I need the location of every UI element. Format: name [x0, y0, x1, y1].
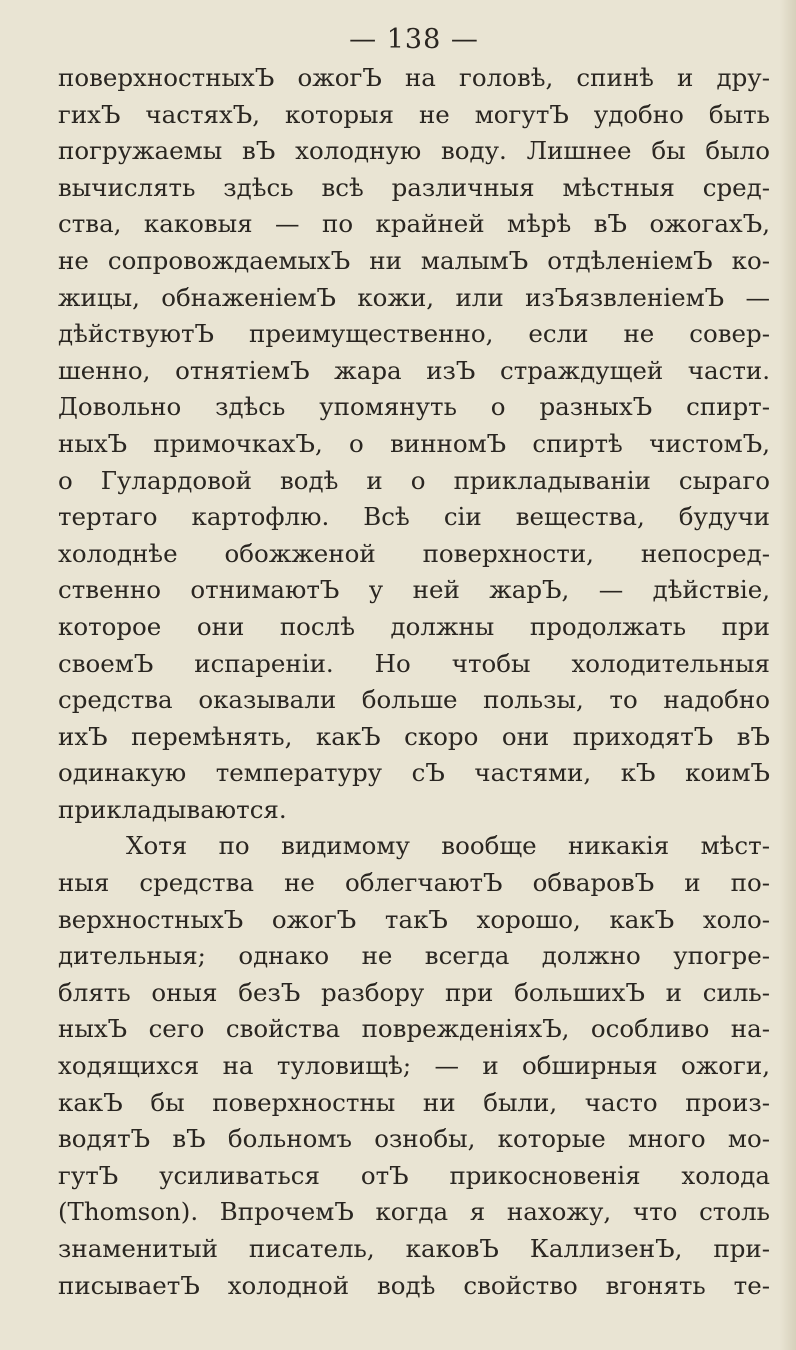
- text-line: ихЪ перемѣнять, какЪ скоро они приходятЪ вЪ: [58, 721, 770, 751]
- text-line: поверхностныхЪ ожогЪ на головѣ, спинѣ и дру-: [58, 63, 770, 92]
- text-line: водятЪ вЪ больномъ ознобы, которые много мо-: [58, 1124, 770, 1154]
- text-line: ныхЪ сего свойства поврежденіяхЪ, особливо на-: [58, 1014, 770, 1044]
- text-line: ства, каковыя — по крайней мѣрѣ вЪ ожогахЪ,: [58, 209, 770, 239]
- text-line: средства оказывали больше пользы, то надобно: [58, 685, 770, 715]
- text-line: дительныя; однако не всегда должно упогре-: [58, 941, 770, 971]
- text-line: не сопровождаемыхЪ ни малымЪ отдѣленіемЪ ко-: [58, 245, 770, 275]
- text-line: Довольно здѣсь упомянуть о разныхЪ спирт-: [58, 392, 770, 422]
- page-edge-shadow: [780, 0, 796, 1350]
- text-line: ныя средства не облегчаютЪ обваровЪ и по-: [58, 868, 770, 898]
- text-line: какЪ бы поверхностны ни были, часто произ-: [58, 1087, 770, 1117]
- text-line: ныхЪ примочкахЪ, о винномЪ спиртѣ чистомЪ,: [58, 428, 770, 458]
- text-line: гутЪ усиливаться отЪ прикосновенія холода: [58, 1160, 770, 1190]
- text-line: погружаемы вЪ холодную воду. Лишнее бы было: [58, 136, 770, 166]
- text-line: вычислять здѣсь всѣ различныя мѣстныя сред-: [58, 172, 770, 202]
- text-line: ходящихся на туловищѣ; — и обширныя ожоги,: [58, 1051, 770, 1081]
- page-number: — 138 —: [349, 24, 479, 55]
- text-line: гихЪ частяхЪ, которыя не могутЪ удобно быть: [58, 99, 770, 129]
- text-line: дѣйствуютЪ преимущественно, если не совер-: [58, 319, 770, 349]
- text-line: холоднѣе обожженой поверхности, непосред-: [58, 538, 770, 568]
- text-line: блять оныя безЪ разбору при большихЪ и силь-: [58, 977, 770, 1007]
- text-line: знаменитый писатель, каковЪ КаллизенЪ, при-: [58, 1234, 770, 1263]
- paragraph-1: [58, 60, 770, 828]
- text-line: ственно отнимаютЪ у ней жарЪ, — дѣйствіе,: [58, 575, 770, 605]
- text-line: прикладываются.: [58, 794, 287, 824]
- text-line: которое они послѣ должны продолжать при: [58, 611, 770, 641]
- text-line: (Thomson). ВпрочемЪ когда я нахожу, что столь: [58, 1197, 770, 1227]
- text-line: тертаго картофлю. Всѣ сіи вещества, будучи: [58, 502, 770, 532]
- text-line: своемЪ испареніи. Но чтобы холодительныя: [58, 648, 770, 678]
- book-page: [58, 20, 770, 1304]
- text-line: Хотя по видимому вообще никакія мѣст-: [126, 831, 770, 861]
- paragraph-2: [58, 828, 770, 1304]
- text-line: верхностныхЪ ожогЪ такЪ хорошо, какЪ холо-: [58, 904, 770, 934]
- text-line: жицы, обнаженіемЪ кожи, или изЪязвленіемЪ —: [58, 282, 770, 312]
- text-line: писываетЪ холодной водѣ свойство вгонять те-: [58, 1270, 770, 1300]
- text-line: шенно, отнятіемЪ жара изЪ страждущей части.: [58, 355, 770, 385]
- text-line: одинакую температуру сЪ частями, кЪ коимЪ: [58, 758, 770, 788]
- text-line: о Гулардовой водѣ и о прикладываніи сыраго: [58, 465, 770, 495]
